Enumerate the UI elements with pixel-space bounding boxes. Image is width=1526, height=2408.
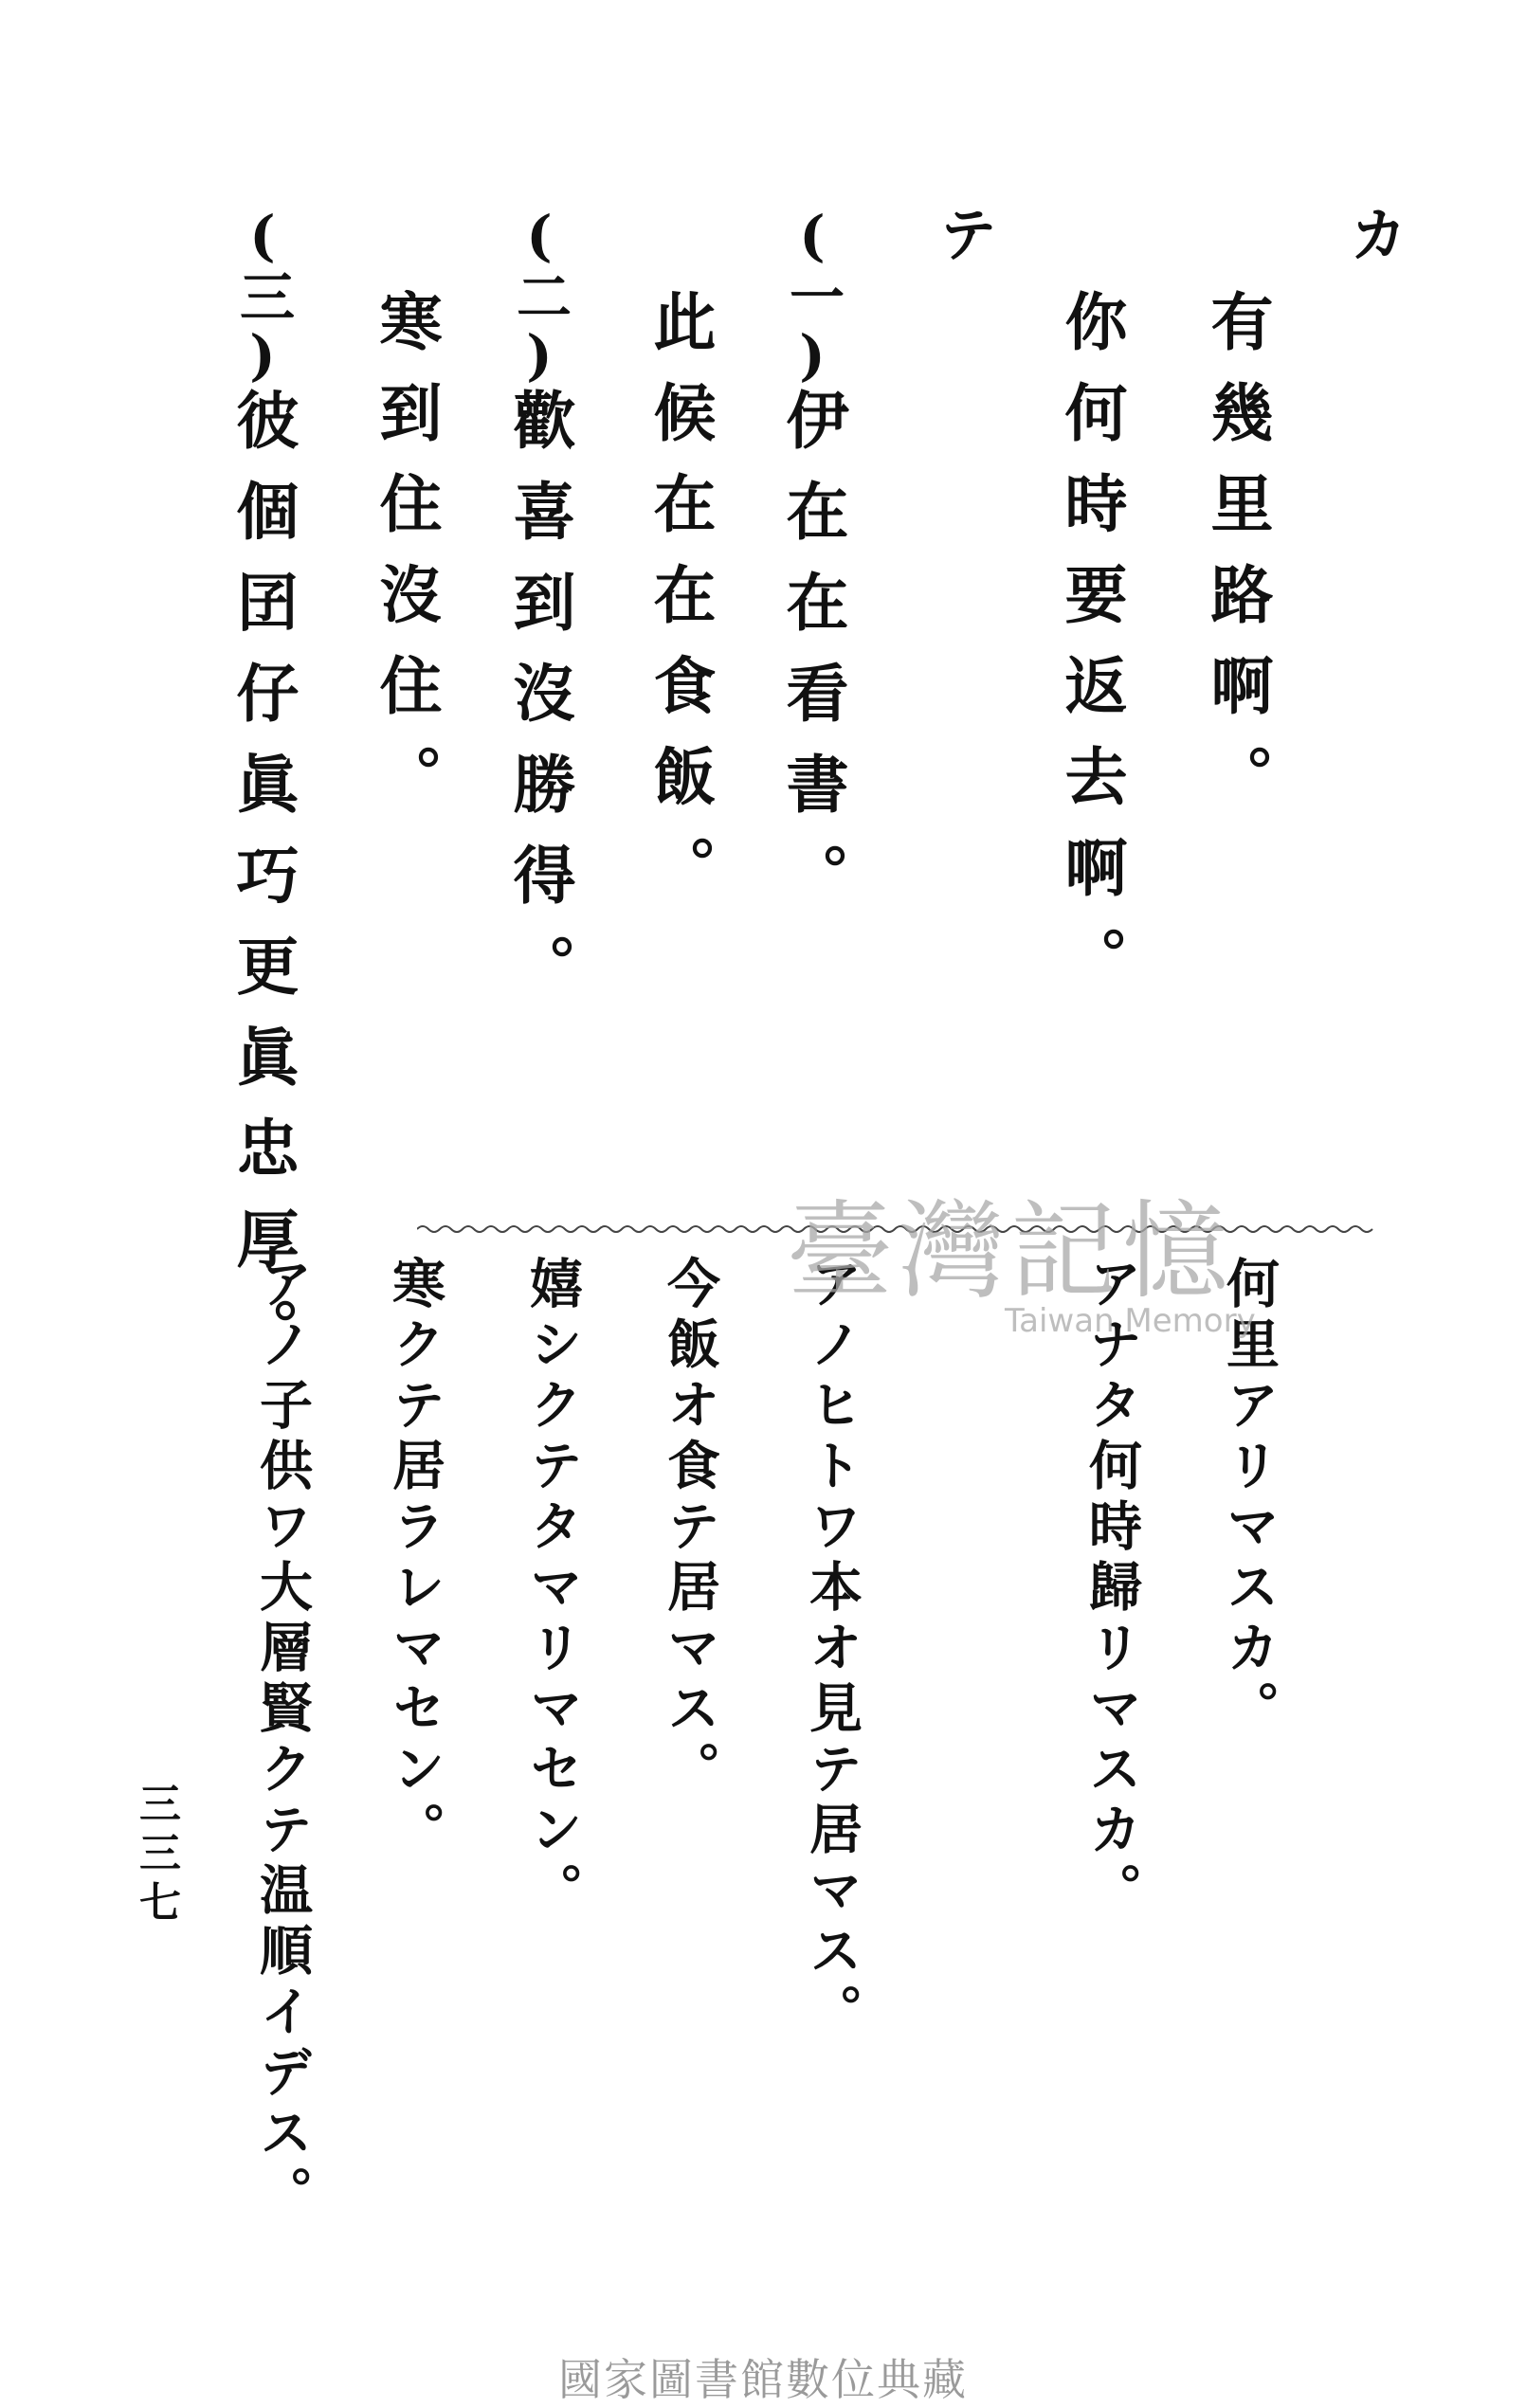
example-1-sentence-2: 此候在在食飯。 <box>643 289 717 926</box>
watermark <box>787 1190 1280 1360</box>
example-2-column-1 <box>502 204 576 1024</box>
heading-ka: カ <box>1339 204 1408 263</box>
example-1-translation-1: アノヒトワ本オ見テ居マス。 <box>801 1256 863 2044</box>
example-1-sentence-1: 伊在在看書。 <box>775 388 849 933</box>
example-2-sentence-2: 寒到住沒住。 <box>369 289 443 835</box>
example-2-sentence-1: 歡喜到沒勝得。 <box>502 388 576 1024</box>
example-3-number: (三) <box>230 204 295 388</box>
example-1-number: (一) <box>780 204 845 388</box>
example-3-column-1 <box>226 204 300 1388</box>
ka-translation-1: 何里アリマスカ。 <box>1218 1256 1281 1741</box>
example-2-number: (二) <box>507 204 572 388</box>
example-2-translation-2: 寒クテ居ラレマセン。 <box>384 1256 446 1862</box>
ka-sentence-2: 你何時要返去啊。 <box>1054 289 1128 1017</box>
example-3-translation-1: アノ子供ワ大層賢クテ温順イデス。 <box>251 1256 314 2226</box>
ka-sentence-1: 有幾里路啊。 <box>1200 289 1274 835</box>
example-1-translation-2: 今飯オ食テ居マス。 <box>659 1256 721 1801</box>
ka-translation-2: アナタ何時歸リマスカ。 <box>1081 1256 1143 1923</box>
watermark-title: 臺灣記憶 <box>787 1190 1234 1313</box>
footer-collection-name: 國家圖書館數位典藏 <box>558 2354 968 2405</box>
watermark-subtitle: Taiwan Memory <box>1005 1302 1256 1340</box>
example-2-translation-1: 嬉シクテタマリマセン。 <box>521 1256 584 1923</box>
example-1-column-1 <box>775 204 849 933</box>
example-3-sentence-1: 彼個囝仔眞巧更眞忠厚。 <box>226 388 300 1388</box>
heading-te: テ <box>929 204 998 263</box>
page-number: 三三七 <box>132 1782 180 1929</box>
